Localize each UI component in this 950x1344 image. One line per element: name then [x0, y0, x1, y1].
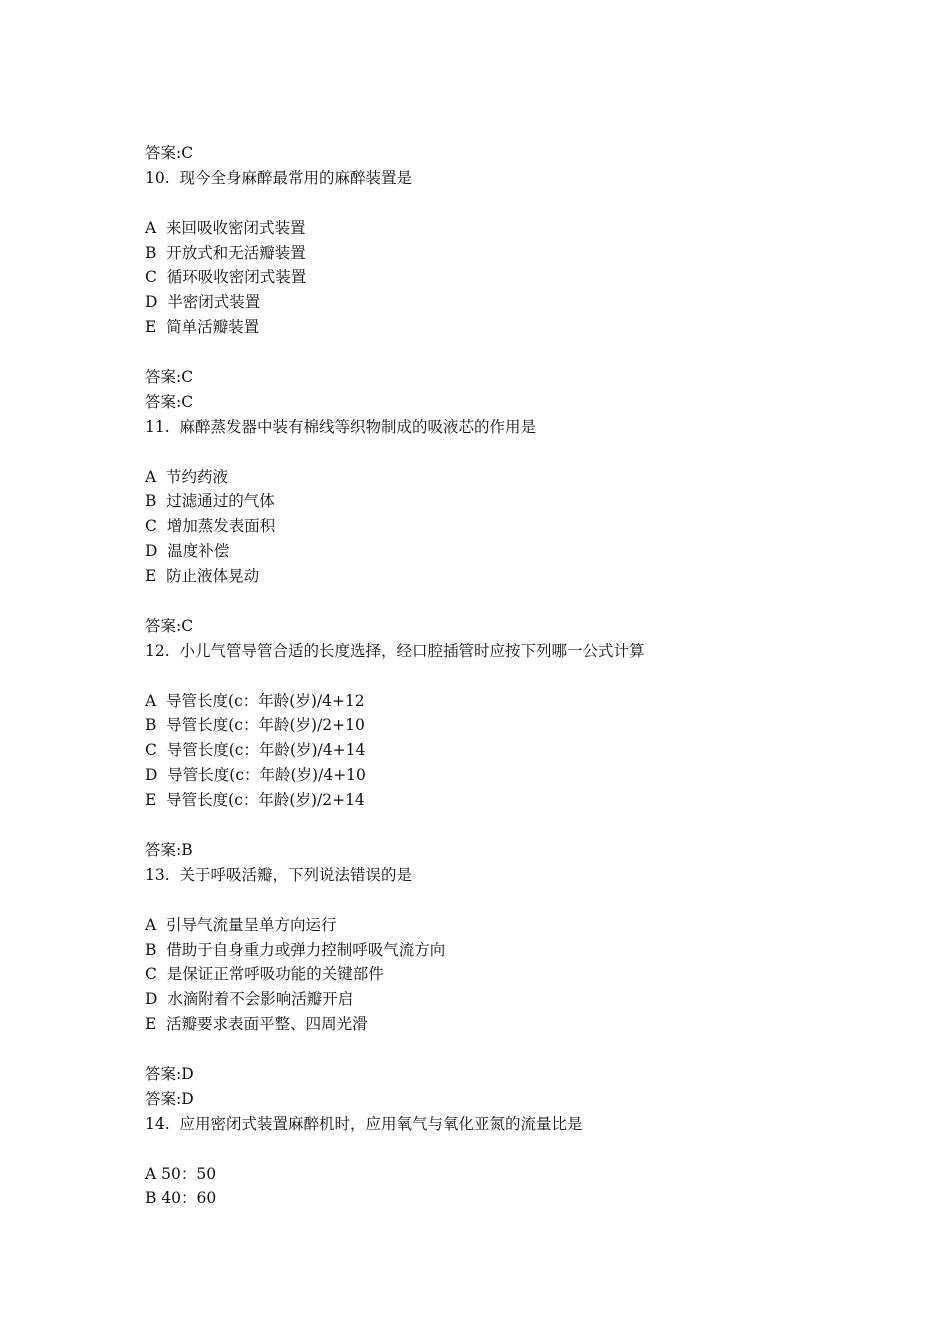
option-a: A 来回吸收密闭式装置 — [145, 218, 306, 237]
option-b: B 开放式和无活瓣装置 — [145, 243, 306, 262]
question-14: 14. 应用密闭式装置麻醉机时，应用氧气与氧化亚氮的流量比是 — [145, 1114, 583, 1133]
question-12: 12. 小儿气管导管合适的长度选择，经口腔插管时应按下列哪一公式计算 — [145, 641, 645, 660]
question-10: 10. 现今全身麻醉最常用的麻醉装置是 — [145, 168, 413, 187]
question-13: 13. 关于呼吸活瓣，下列说法错误的是 — [145, 865, 413, 884]
option-b: B 过滤通过的气体 — [145, 492, 275, 511]
option-c: C 是保证正常呼吸功能的关键部件 — [145, 965, 384, 984]
blank-line — [145, 664, 865, 689]
answer-line: 答案:C — [145, 616, 194, 635]
question-11: 11. 麻醉蒸发器中装有棉线等织物制成的吸液芯的作用是 — [145, 417, 537, 436]
blank-line — [145, 191, 865, 216]
answer-line: 答案:C — [145, 392, 194, 411]
option-e: E 防止液体晃动 — [145, 567, 260, 586]
option-b: B 40：60 — [145, 1189, 217, 1208]
document-body — [145, 141, 865, 1211]
option-c: C 增加蒸发表面积 — [145, 517, 276, 536]
blank-line — [145, 589, 865, 614]
option-a: A 50：50 — [145, 1164, 217, 1183]
answer-line: 答案:C — [145, 144, 194, 162]
option-d: D 水滴附着不会影响活瓣开启 — [145, 990, 354, 1009]
answer-line: 答案:D — [145, 1089, 194, 1108]
option-b: B 借助于自身重力或弹力控制呼吸气流方向 — [145, 940, 446, 959]
option-d: D 温度补偿 — [145, 542, 230, 561]
option-d: D 半密闭式装置 — [145, 293, 261, 312]
blank-line — [145, 888, 865, 913]
blank-line — [145, 1137, 865, 1162]
option-b: B 导管长度(c：年龄(岁)/2+10 — [145, 716, 365, 735]
answer-line: 答案:B — [145, 840, 193, 859]
option-e: E 导管长度(c：年龄(岁)/2+14 — [145, 791, 365, 810]
blank-line — [145, 1037, 865, 1062]
answer-line: 答案:D — [145, 1064, 194, 1083]
option-a: A 节约药液 — [145, 467, 229, 486]
option-c: C 循环吸收密闭式装置 — [145, 268, 307, 287]
option-c: C 导管长度(c：年龄(岁)/4+14 — [145, 741, 366, 760]
option-a: A 导管长度(c：年龄(岁)/4+12 — [145, 691, 365, 710]
option-e: E 活瓣要求表面平整、四周光滑 — [145, 1015, 368, 1034]
option-e: E 简单活瓣装置 — [145, 318, 260, 337]
option-a: A 引导气流量呈单方向运行 — [145, 915, 337, 934]
blank-line — [145, 440, 865, 465]
blank-line — [145, 340, 865, 365]
answer-line: 答案:C — [145, 368, 194, 387]
option-d: D 导管长度(c：年龄(岁)/4+10 — [145, 766, 366, 785]
blank-line — [145, 813, 865, 838]
